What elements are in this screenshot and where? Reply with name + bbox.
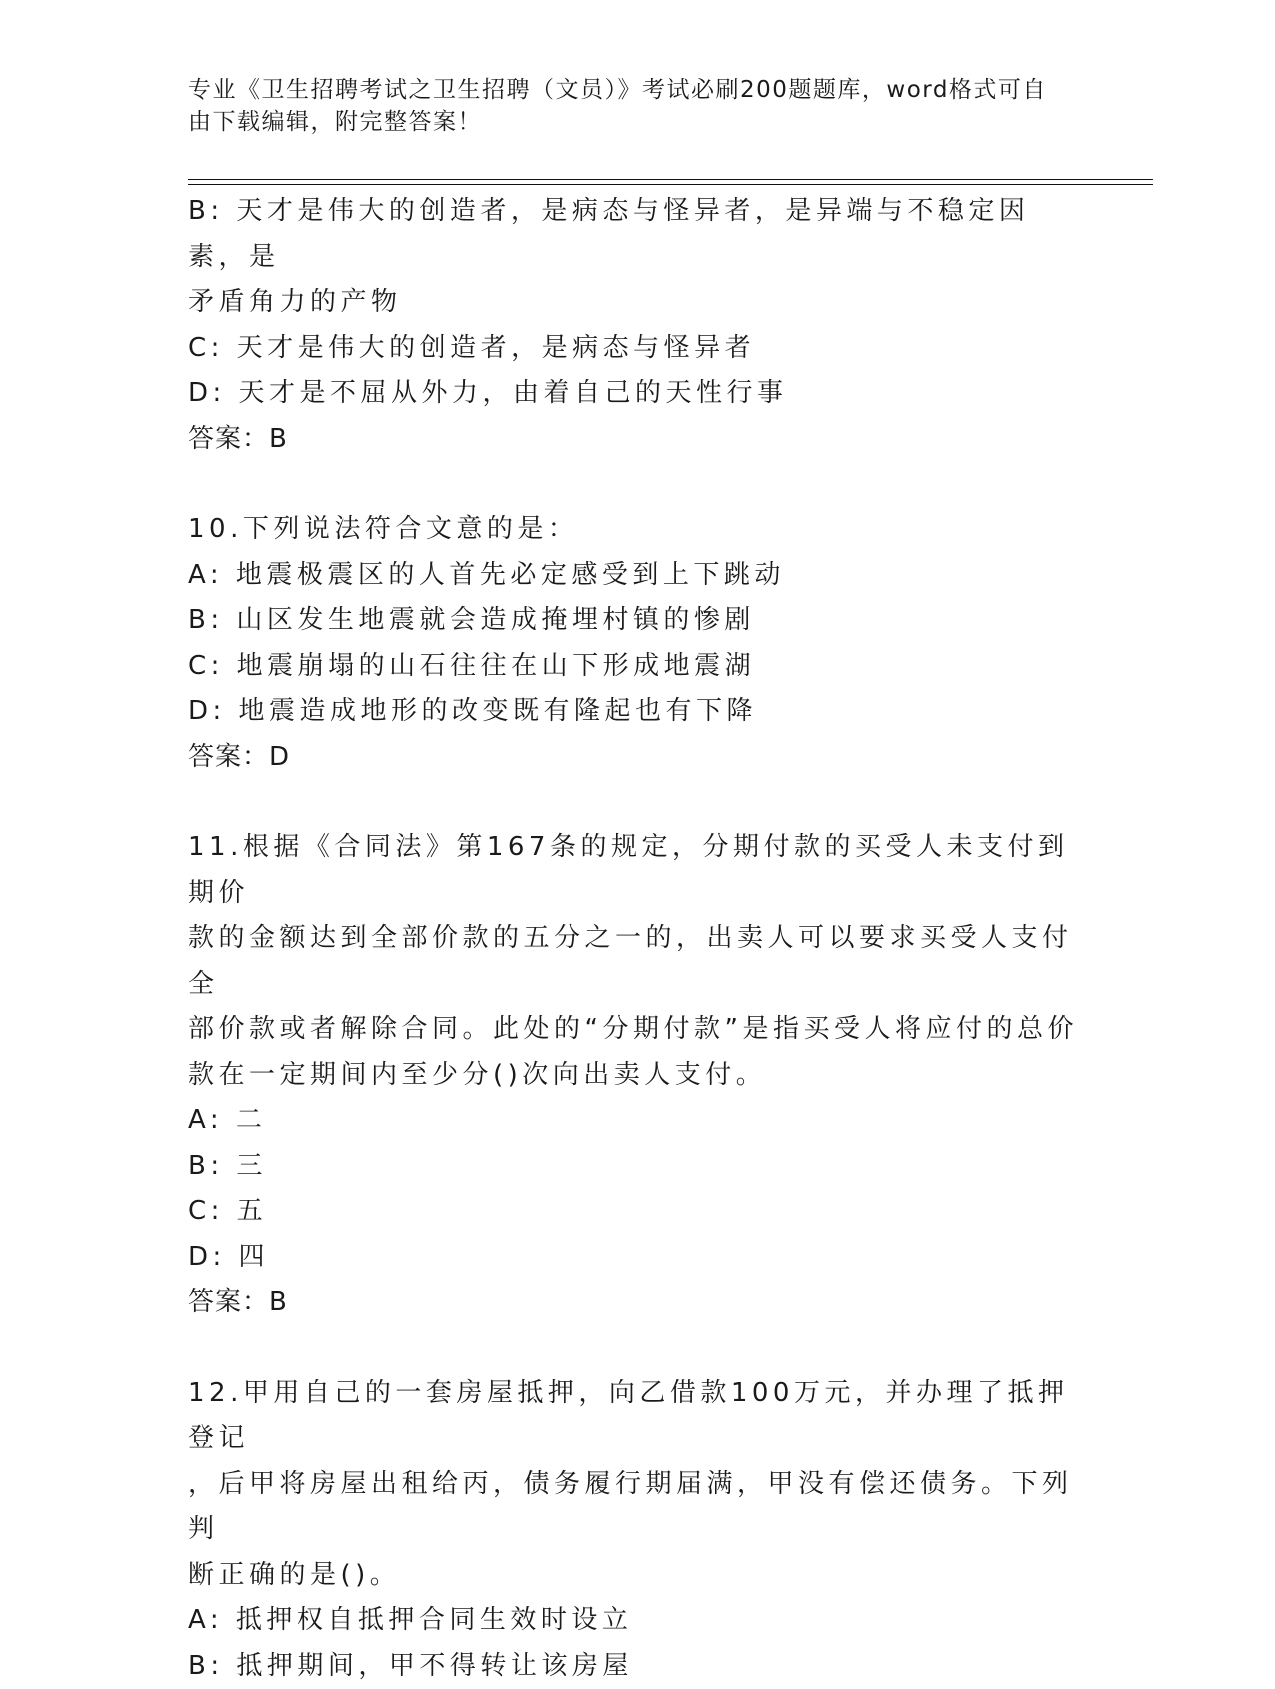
answer: 答案：B [188, 417, 1088, 463]
spacer [188, 1326, 1088, 1371]
option-b: B: 三 [188, 1144, 1088, 1190]
question-stem: 12.甲用自己的一套房屋抵押，向乙借款100万元，并办理了抵押登记 [188, 1371, 1088, 1462]
question-list [188, 189, 1088, 1689]
option-c: C: 五 [188, 1189, 1088, 1235]
spacer [188, 462, 1088, 507]
question-stem-continued: 款的金额达到全部价款的五分之一的，出卖人可以要求买受人支付全 [188, 916, 1088, 1007]
header-divider-top [188, 179, 1153, 180]
option-d: D: 地震造成地形的改变既有隆起也有下降 [188, 689, 1088, 735]
question-stem-continued: 部价款或者解除合同。此处的“分期付款”是指买受人将应付的总价 [188, 1007, 1088, 1053]
answer: 答案：B [188, 1280, 1088, 1326]
header-line-1: 专业《卫生招聘考试之卫生招聘（文员）》考试必刷200题题库，word格式可自 [188, 74, 1088, 106]
option-a: A: 抵押权自抵押合同生效时设立 [188, 1598, 1088, 1644]
spacer [188, 780, 1088, 825]
option-b: B: 山区发生地震就会造成掩埋村镇的惨剧 [188, 598, 1088, 644]
question-10 [188, 507, 1088, 780]
question-stem: 11.根据《合同法》第167条的规定，分期付款的买受人未支付到期价 [188, 825, 1088, 916]
option-b: B: 抵押期间，甲不得转让该房屋 [188, 1644, 1088, 1689]
question-stem-continued: 断正确的是()。 [188, 1553, 1088, 1599]
option-b: B: 天才是伟大的创造者，是病态与怪异者，是异端与不稳定因素，是 [188, 189, 1088, 280]
question-stem: 10.下列说法符合文意的是： [188, 507, 1088, 553]
option-c: C: 地震崩塌的山石往往在山下形成地震湖 [188, 644, 1088, 690]
header-line-2: 由下载编辑，附完整答案！ [188, 106, 1088, 138]
question-12 [188, 1371, 1088, 1689]
question-stem-continued: ，后甲将房屋出租给丙，债务履行期届满，甲没有偿还债务。下列判 [188, 1462, 1088, 1553]
answer: 答案：D [188, 735, 1088, 781]
question-9 [188, 189, 1088, 462]
option-a: A: 二 [188, 1098, 1088, 1144]
option-d: D: 天才是不屈从外力，由着自己的天性行事 [188, 371, 1088, 417]
question-11 [188, 825, 1088, 1326]
question-stem-continued: 款在一定期间内至少分()次向出卖人支付。 [188, 1053, 1088, 1099]
option-b-continued: 矛盾角力的产物 [188, 280, 1088, 326]
document-header [188, 74, 1088, 138]
option-a: A: 地震极震区的人首先必定感受到上下跳动 [188, 553, 1088, 599]
option-c: C: 天才是伟大的创造者，是病态与怪异者 [188, 326, 1088, 372]
header-divider-bottom [188, 184, 1153, 185]
option-d: D: 四 [188, 1235, 1088, 1281]
